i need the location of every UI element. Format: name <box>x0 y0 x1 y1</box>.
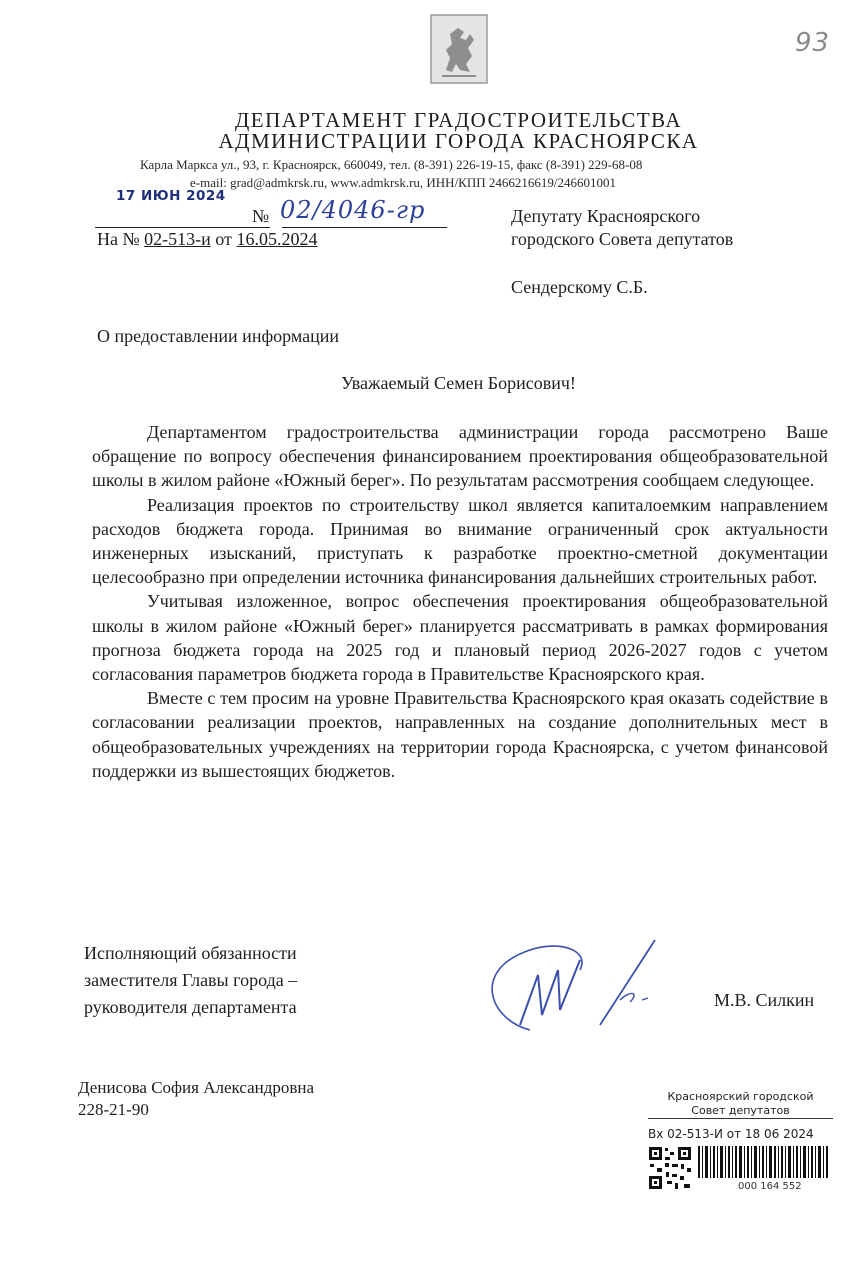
position-line1: Исполняющий обязанности <box>84 943 297 963</box>
outgoing-date-stamp: 17 ИЮН 2024 <box>116 188 226 204</box>
department-name-line2: АДМИНИСТРАЦИИ ГОРОДА КРАСНОЯРСКА <box>218 129 699 153</box>
executor-info <box>78 1077 314 1121</box>
greeting: Уважаемый Семен Борисович! <box>341 373 576 393</box>
reference-line <box>97 229 317 250</box>
ref-number: 02-513-и <box>144 229 211 249</box>
contact-email: e-mail: grad@admkrsk.ru, www.admkrsk.ru, ИНН/КПП 2466216619/246601001 <box>190 175 616 190</box>
outgoing-number-label: № <box>252 206 270 226</box>
department-name-line1: ДЕПАРТАМЕНТ ГРАДОСТРОИТЕЛЬСТВА <box>234 108 683 132</box>
ref-prefix: На № <box>97 229 140 249</box>
handwritten-outgoing-number: 02/4046-гр <box>280 196 426 224</box>
barcode-icon <box>698 1146 830 1178</box>
paragraph: Департаментом градостроительства администрации города рассмотрено Ваше обращение по вопросу обеспечения финансированием проектирования общеобразовательной школы в жилом районе «Южный берег». По результатам рассмотрения сообщаем следующее. <box>92 422 828 491</box>
executor-name: Денисова София Александровна <box>78 1078 315 1097</box>
handwritten-signature-icon <box>470 930 690 1050</box>
reg-org-line1: Красноярский городской <box>667 1090 814 1103</box>
addressee-name: Сендерскому С.Б. <box>511 277 648 297</box>
registration-stamp <box>648 1090 833 1141</box>
city-emblem-icon <box>430 14 488 84</box>
letter-body <box>92 420 828 783</box>
letter-subject: О предоставлении информации <box>97 326 339 346</box>
reg-number: Вх 02-513-И от 18 06 2024 <box>648 1127 814 1141</box>
signatory-position <box>84 940 297 1021</box>
ref-date: 16.05.2024 <box>236 229 318 249</box>
signatory-name: М.В. Силкин <box>714 990 815 1010</box>
position-line3: руководителя департамента <box>84 997 297 1017</box>
contact-address: Карла Маркса ул., 93, г. Красноярск, 660049, тел. (8-391) 226-19-15, факс (8-391) 229-68-08 <box>140 157 643 172</box>
paragraph: Учитывая изложенное, вопрос обеспечения проектирования общеобразовательной школы в жилом районе «Южный берег» планируется рассматривать в рамках формирования прогноза бюджета города на 2025 год и плановый период 2026-2027 годов с учетом согласования параметров бюджета города в Правительстве Красноярского края. <box>92 591 828 685</box>
number-underline <box>95 227 270 228</box>
barcode-number: 000 164 552 <box>738 1181 802 1192</box>
ref-from: от <box>215 229 232 249</box>
addressee-line2: городского Совета депутатов <box>511 229 734 249</box>
page-number: 93 <box>795 28 831 58</box>
addressee-line1: Депутату Красноярского <box>511 206 701 226</box>
qr-code-icon <box>648 1146 692 1190</box>
executor-phone: 228-21-90 <box>78 1100 149 1119</box>
reg-org-line2: Совет депутатов <box>648 1104 833 1119</box>
number-underline-2 <box>282 227 447 228</box>
paragraph: Вместе с тем просим на уровне Правительства Красноярского края оказать содействие в согласовании реализации проектов, направленных на создание дополнительных мест в общеобразовательных учреждениях на территории города Красноярска, с учетом финансовой поддержки из вышестоящих бюджетов. <box>92 688 828 781</box>
position-line2: заместителя Главы города – <box>84 970 298 990</box>
paragraph: Реализация проектов по строительству школ является капиталоемким направлением расходов бюджета города. Принимая во внимание ограниченный срок актуальности инженерных изысканий, приступать к разработке проектно-сметной документации целесообразно при определении источника финансирования дальнейших строительных работ. <box>92 494 828 588</box>
